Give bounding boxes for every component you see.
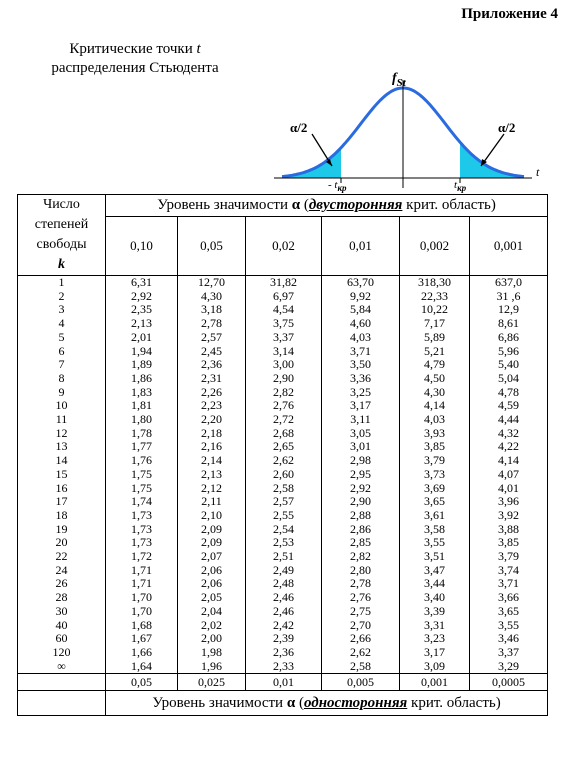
cell-col3-13: 2,65: [273, 439, 294, 454]
caption-line2: распределения Стьюдента: [51, 60, 219, 76]
cell-col6-19: 3,88: [498, 521, 520, 536]
cell-col5-12: 3,93: [424, 425, 445, 440]
cell-col4-3: 5,84: [350, 302, 371, 317]
cell-col3-9: 2,82: [273, 384, 294, 399]
cell-col5-28: 3,17: [424, 644, 445, 659]
one-sided-footer: Уровень значимости α (односторонняя крит. область): [106, 691, 548, 716]
cell-col1-28: 1,66: [131, 644, 152, 659]
cell-col2-1: 12,70: [198, 275, 225, 289]
f-label: f: [392, 71, 397, 86]
cell-col6-21: 3,79: [498, 549, 520, 564]
k-header: Число степеней свободы k: [18, 195, 106, 276]
cell-col2-23: 2,06: [201, 576, 222, 591]
cell-col3-16: 2,58: [273, 480, 294, 495]
cell-col3-11: 2,72: [273, 412, 294, 427]
cell-col2-4: 2,78: [201, 316, 222, 331]
cell-col5-13: 3,85: [424, 439, 445, 454]
k-value-17: 17: [55, 494, 68, 509]
cell-col3-20: 2,53: [273, 535, 294, 550]
cell-col6-3: 12,9: [498, 302, 520, 317]
k-value-19: 19: [55, 521, 68, 536]
cell-col2-19: 2,09: [201, 521, 222, 536]
cell-col3-10: 2,76: [273, 398, 294, 413]
cell-col5-7: 4,79: [424, 357, 445, 372]
cell-col1-1: 6,31: [131, 275, 152, 289]
blank-cell: [18, 691, 106, 716]
appendix-label: Приложение 4: [461, 6, 558, 22]
cell-col5-11: 4,03: [424, 412, 445, 427]
cell-col6-2: 31 ,6: [496, 288, 521, 303]
cell-col5-8: 4,50: [424, 370, 445, 385]
cell-col1-18: 1,73: [131, 507, 152, 522]
cell-col1-6: 1,94: [131, 343, 152, 358]
cell-col2-3: 3,18: [201, 302, 222, 317]
cell-col5-23: 3,44: [424, 576, 445, 591]
cell-col6-7: 5,40: [498, 357, 520, 372]
cell-col1-25: 1,70: [131, 603, 152, 618]
cell-col6-25: 3,65: [498, 603, 520, 618]
cell-col4-22: 2,80: [350, 562, 371, 577]
alpha-col-4: 0,01: [322, 217, 400, 276]
cell-col3-4: 3,75: [273, 316, 294, 331]
alpha-right-label: α/2: [498, 120, 516, 135]
cell-col5-24: 3,40: [424, 590, 445, 605]
cell-col1-22: 1,71: [131, 562, 152, 577]
cell-col5-21: 3,51: [424, 549, 445, 564]
k-symbol: k: [58, 257, 65, 272]
cell-col2-9: 2,26: [201, 384, 222, 399]
cell-col5-20: 3,55: [424, 535, 445, 550]
cell-col3-19: 2,54: [273, 521, 294, 536]
cell-col1-27: 1,67: [131, 631, 152, 646]
cell-col2-28: 1,98: [201, 644, 222, 659]
cell-col3-12: 2,68: [273, 425, 294, 440]
cell-col4-26: 2,70: [350, 617, 371, 632]
cell-col4-17: 2,90: [350, 494, 371, 509]
svg-text:- tкр: [328, 179, 347, 193]
cell-col5-10: 4,14: [424, 398, 445, 413]
cell-col2-16: 2,12: [201, 480, 222, 495]
one-sided-alpha-4: 0,005: [322, 674, 400, 691]
k-value-23: 26: [55, 576, 68, 591]
cell-col2-2: 4,30: [201, 288, 222, 303]
cell-col1-23: 1,71: [131, 576, 152, 591]
k-value-1: 1: [58, 275, 65, 289]
cell-col3-21: 2,51: [273, 549, 294, 564]
cell-col1-11: 1,80: [131, 412, 152, 427]
caption-var: t: [196, 41, 201, 57]
cell-col6-26: 3,55: [498, 617, 520, 632]
cell-col1-16: 1,75: [131, 480, 152, 495]
cell-col6-24: 3,66: [498, 590, 520, 605]
cell-col3-24: 2,46: [273, 590, 294, 605]
cell-col5-18: 3,61: [424, 507, 445, 522]
cell-col4-29: 2,58: [350, 658, 371, 673]
cell-col4-1: 63,70: [347, 275, 374, 289]
k-value-2: 2: [58, 288, 65, 303]
k-value-7: 7: [58, 357, 65, 372]
one-sided-alpha-row: [18, 674, 548, 691]
cell-col5-15: 3,73: [424, 466, 445, 481]
cell-col5-22: 3,47: [424, 562, 445, 577]
value-column-5: [400, 276, 470, 674]
cell-col2-5: 2,57: [201, 329, 222, 344]
cell-col3-15: 2,60: [273, 466, 294, 481]
cell-col4-28: 2,62: [350, 644, 371, 659]
cell-col2-7: 2,36: [201, 357, 222, 372]
cell-col4-18: 2,88: [350, 507, 371, 522]
cell-col5-26: 3,31: [424, 617, 445, 632]
cell-col1-9: 1,83: [131, 384, 152, 399]
k-value-15: 15: [55, 466, 68, 481]
k-value-4: 4: [58, 316, 65, 331]
left-tail-fill: [282, 148, 341, 178]
k-value-11: 11: [55, 412, 68, 427]
cell-col5-16: 3,69: [424, 480, 445, 495]
cell-col2-18: 2,10: [201, 507, 222, 522]
tcr-right-label: t: [454, 179, 458, 191]
k-value-27: 60: [55, 631, 68, 646]
k-value-10: 10: [55, 398, 68, 413]
cell-col1-2: 2,92: [131, 288, 152, 303]
one-sided-alpha-5: 0,001: [400, 674, 470, 691]
tcr-left-label: - t: [328, 179, 338, 191]
cell-col4-21: 2,82: [350, 549, 371, 564]
value-column-4: [322, 276, 400, 674]
alpha-col-1: 0,10: [106, 217, 178, 276]
cell-col6-1: 637,0: [495, 275, 523, 289]
cell-col1-24: 1,70: [131, 590, 152, 605]
cell-col5-4: 7,17: [424, 316, 445, 331]
value-column-3: [246, 276, 322, 674]
cell-col2-25: 2,04: [201, 603, 222, 618]
cell-col1-14: 1,76: [131, 453, 152, 468]
cell-col3-7: 3,00: [273, 357, 294, 372]
k-value-12: 12: [55, 425, 68, 440]
cell-col4-14: 2,98: [350, 453, 371, 468]
k-value-3: 3: [58, 302, 65, 317]
k-value-14: 14: [55, 453, 68, 468]
blank-cell: [18, 674, 106, 691]
cell-col2-6: 2,45: [201, 343, 222, 358]
t-distribution-graph: [274, 62, 546, 194]
cell-col5-3: 10,22: [421, 302, 448, 317]
cell-col4-5: 4,03: [350, 329, 371, 344]
cell-col2-29: 1,96: [201, 658, 222, 673]
cell-col2-22: 2,06: [201, 562, 222, 577]
cell-col5-9: 4,30: [424, 384, 445, 399]
cell-col3-29: 2,33: [273, 658, 294, 673]
cell-col5-6: 5,21: [424, 343, 445, 358]
k-value-18: 18: [55, 507, 68, 522]
cell-col4-23: 2,78: [350, 576, 371, 591]
svg-text:fSt: [392, 71, 407, 89]
cell-col4-27: 2,66: [350, 631, 371, 646]
cell-col2-26: 2,02: [201, 617, 222, 632]
cell-col3-22: 2,49: [273, 562, 294, 577]
cell-col4-10: 3,17: [350, 398, 371, 413]
cell-col4-4: 4,60: [350, 316, 371, 331]
cell-col4-2: 9,92: [350, 288, 371, 303]
student-t-table: [17, 194, 548, 716]
one-sided-alpha-1: 0,05: [106, 674, 178, 691]
cell-col4-13: 3,01: [350, 439, 371, 454]
cell-col6-4: 8,61: [498, 316, 520, 331]
k-value-13: 13: [55, 439, 68, 454]
k-value-6: 6: [58, 343, 65, 358]
cell-col5-14: 3,79: [424, 453, 445, 468]
cell-col6-11: 4,44: [498, 412, 520, 427]
cell-col4-9: 3,25: [350, 384, 371, 399]
k-value-28: 120: [52, 644, 71, 659]
k-value-16: 16: [55, 480, 68, 495]
cell-col4-12: 3,05: [350, 425, 371, 440]
tcr-left-sub: кр: [337, 183, 347, 193]
cell-col6-22: 3,74: [498, 562, 520, 577]
cell-col5-2: 22,33: [421, 288, 448, 303]
k-value-25: 30: [55, 603, 68, 618]
cell-col3-17: 2,57: [273, 494, 294, 509]
cell-col3-14: 2,62: [273, 453, 294, 468]
cell-col6-5: 6,86: [498, 329, 520, 344]
cell-col5-5: 5,89: [424, 329, 445, 344]
alpha-col-5: 0,002: [400, 217, 470, 276]
cell-col2-11: 2,20: [201, 412, 222, 427]
cell-col3-8: 2,90: [273, 370, 294, 385]
cell-col1-26: 1,68: [131, 617, 152, 632]
cell-col3-5: 3,37: [273, 329, 294, 344]
cell-col3-23: 2,48: [273, 576, 294, 591]
cell-col2-14: 2,14: [201, 453, 222, 468]
cell-col3-26: 2,42: [273, 617, 294, 632]
cell-col2-21: 2,07: [201, 549, 222, 564]
k-value-22: 24: [55, 562, 68, 577]
cell-col6-23: 3,71: [498, 576, 520, 591]
cell-col6-10: 4,59: [498, 398, 520, 413]
one-sided-alpha-3: 0,01: [246, 674, 322, 691]
cell-col6-8: 5,04: [498, 370, 520, 385]
cell-col2-15: 2,13: [201, 466, 222, 481]
cell-col3-27: 2,39: [273, 631, 294, 646]
cell-col6-15: 4,07: [498, 466, 520, 481]
cell-col6-16: 4,01: [498, 480, 520, 495]
two-sided-header: Уровень значимости α (двусторонняя крит. область): [106, 195, 548, 217]
cell-col3-18: 2,55: [273, 507, 294, 522]
k-value-20: 20: [55, 535, 68, 550]
cell-col1-15: 1,75: [131, 466, 152, 481]
cell-col3-3: 4,54: [273, 302, 294, 317]
cell-col1-20: 1,73: [131, 535, 152, 550]
cell-col1-10: 1,81: [131, 398, 152, 413]
cell-col6-29: 3,29: [498, 658, 520, 673]
k-value-24: 28: [55, 590, 68, 605]
cell-col4-15: 2,95: [350, 466, 371, 481]
cell-col1-21: 1,72: [131, 549, 152, 564]
cell-col4-6: 3,71: [350, 343, 371, 358]
caption-line1: Критические точки: [69, 41, 197, 57]
cell-col4-7: 3,50: [350, 357, 371, 372]
cell-col2-12: 2,18: [201, 425, 222, 440]
value-column-2: [178, 276, 246, 674]
cell-col3-2: 6,97: [273, 288, 294, 303]
cell-col5-25: 3,39: [424, 603, 445, 618]
cell-col1-4: 2,13: [131, 316, 152, 331]
cell-col5-27: 3,23: [424, 631, 445, 646]
cell-col1-5: 2,01: [131, 329, 152, 344]
cell-col3-25: 2,46: [273, 603, 294, 618]
cell-col3-1: 31,82: [270, 275, 297, 289]
k-value-26: 40: [55, 617, 68, 632]
cell-col1-8: 1,86: [131, 370, 152, 385]
cell-col5-1: 318,30: [418, 275, 451, 289]
cell-col6-18: 3,92: [498, 507, 520, 522]
cell-col1-12: 1,78: [131, 425, 152, 440]
cell-col6-14: 4,14: [498, 453, 520, 468]
alpha-col-3: 0,02: [246, 217, 322, 276]
cell-col6-17: 3,96: [498, 494, 520, 509]
cell-col4-19: 2,86: [350, 521, 371, 536]
k-value-5: 5: [58, 329, 65, 344]
cell-col2-20: 2,09: [201, 535, 222, 550]
cell-col5-29: 3,09: [424, 658, 445, 673]
k-value-9: 9: [58, 384, 65, 399]
t-axis-label: t: [536, 165, 540, 179]
cell-col2-27: 2,00: [201, 631, 222, 646]
cell-col1-3: 2,35: [131, 302, 152, 317]
caption: [30, 40, 240, 78]
cell-col3-6: 3,14: [273, 343, 294, 358]
k-value-29: ∞: [57, 658, 66, 673]
cell-col2-24: 2,05: [201, 590, 222, 605]
cell-col6-13: 4,22: [498, 439, 520, 454]
cell-col6-28: 3,37: [498, 644, 520, 659]
cell-col5-17: 3,65: [424, 494, 445, 509]
cell-col2-10: 2,23: [201, 398, 222, 413]
cell-col1-13: 1,77: [131, 439, 152, 454]
cell-col2-17: 2,11: [201, 494, 222, 509]
cell-col1-17: 1,74: [131, 494, 152, 509]
alpha-col-6: 0,001: [470, 217, 548, 276]
one-sided-alpha-6: 0,0005: [470, 674, 548, 691]
cell-col1-7: 1,89: [131, 357, 152, 372]
cell-col6-12: 4,32: [498, 425, 520, 440]
cell-col4-25: 2,75: [350, 603, 371, 618]
cell-col4-20: 2,85: [350, 535, 371, 550]
cell-col6-20: 3,85: [498, 535, 520, 550]
alpha-left-label: α/2: [290, 120, 308, 135]
cell-col4-8: 3,36: [350, 370, 371, 385]
cell-col6-9: 4,78: [498, 384, 520, 399]
cell-col6-27: 3,46: [498, 631, 520, 646]
cell-col2-13: 2,16: [201, 439, 222, 454]
values-row: [18, 276, 548, 674]
f-sub: St: [396, 77, 406, 89]
cell-col3-28: 2,36: [273, 644, 294, 659]
cell-col4-16: 2,92: [350, 480, 371, 495]
k-column: [18, 276, 106, 674]
k-value-21: 22: [55, 549, 68, 564]
alpha-col-2: 0,05: [178, 217, 246, 276]
one-sided-alpha-2: 0,025: [178, 674, 246, 691]
cell-col4-24: 2,76: [350, 590, 371, 605]
k-value-8: 8: [58, 370, 65, 385]
cell-col5-19: 3,58: [424, 521, 445, 536]
right-tail-fill: [460, 142, 524, 178]
cell-col1-19: 1,73: [131, 521, 152, 536]
cell-col6-6: 5,96: [498, 343, 520, 358]
cell-col4-11: 3,11: [350, 412, 371, 427]
value-column-1: [106, 276, 178, 674]
cell-col2-8: 2,31: [201, 370, 222, 385]
value-column-6: [470, 276, 548, 674]
cell-col1-29: 1,64: [131, 658, 152, 673]
tcr-right-sub: кр: [457, 183, 467, 193]
